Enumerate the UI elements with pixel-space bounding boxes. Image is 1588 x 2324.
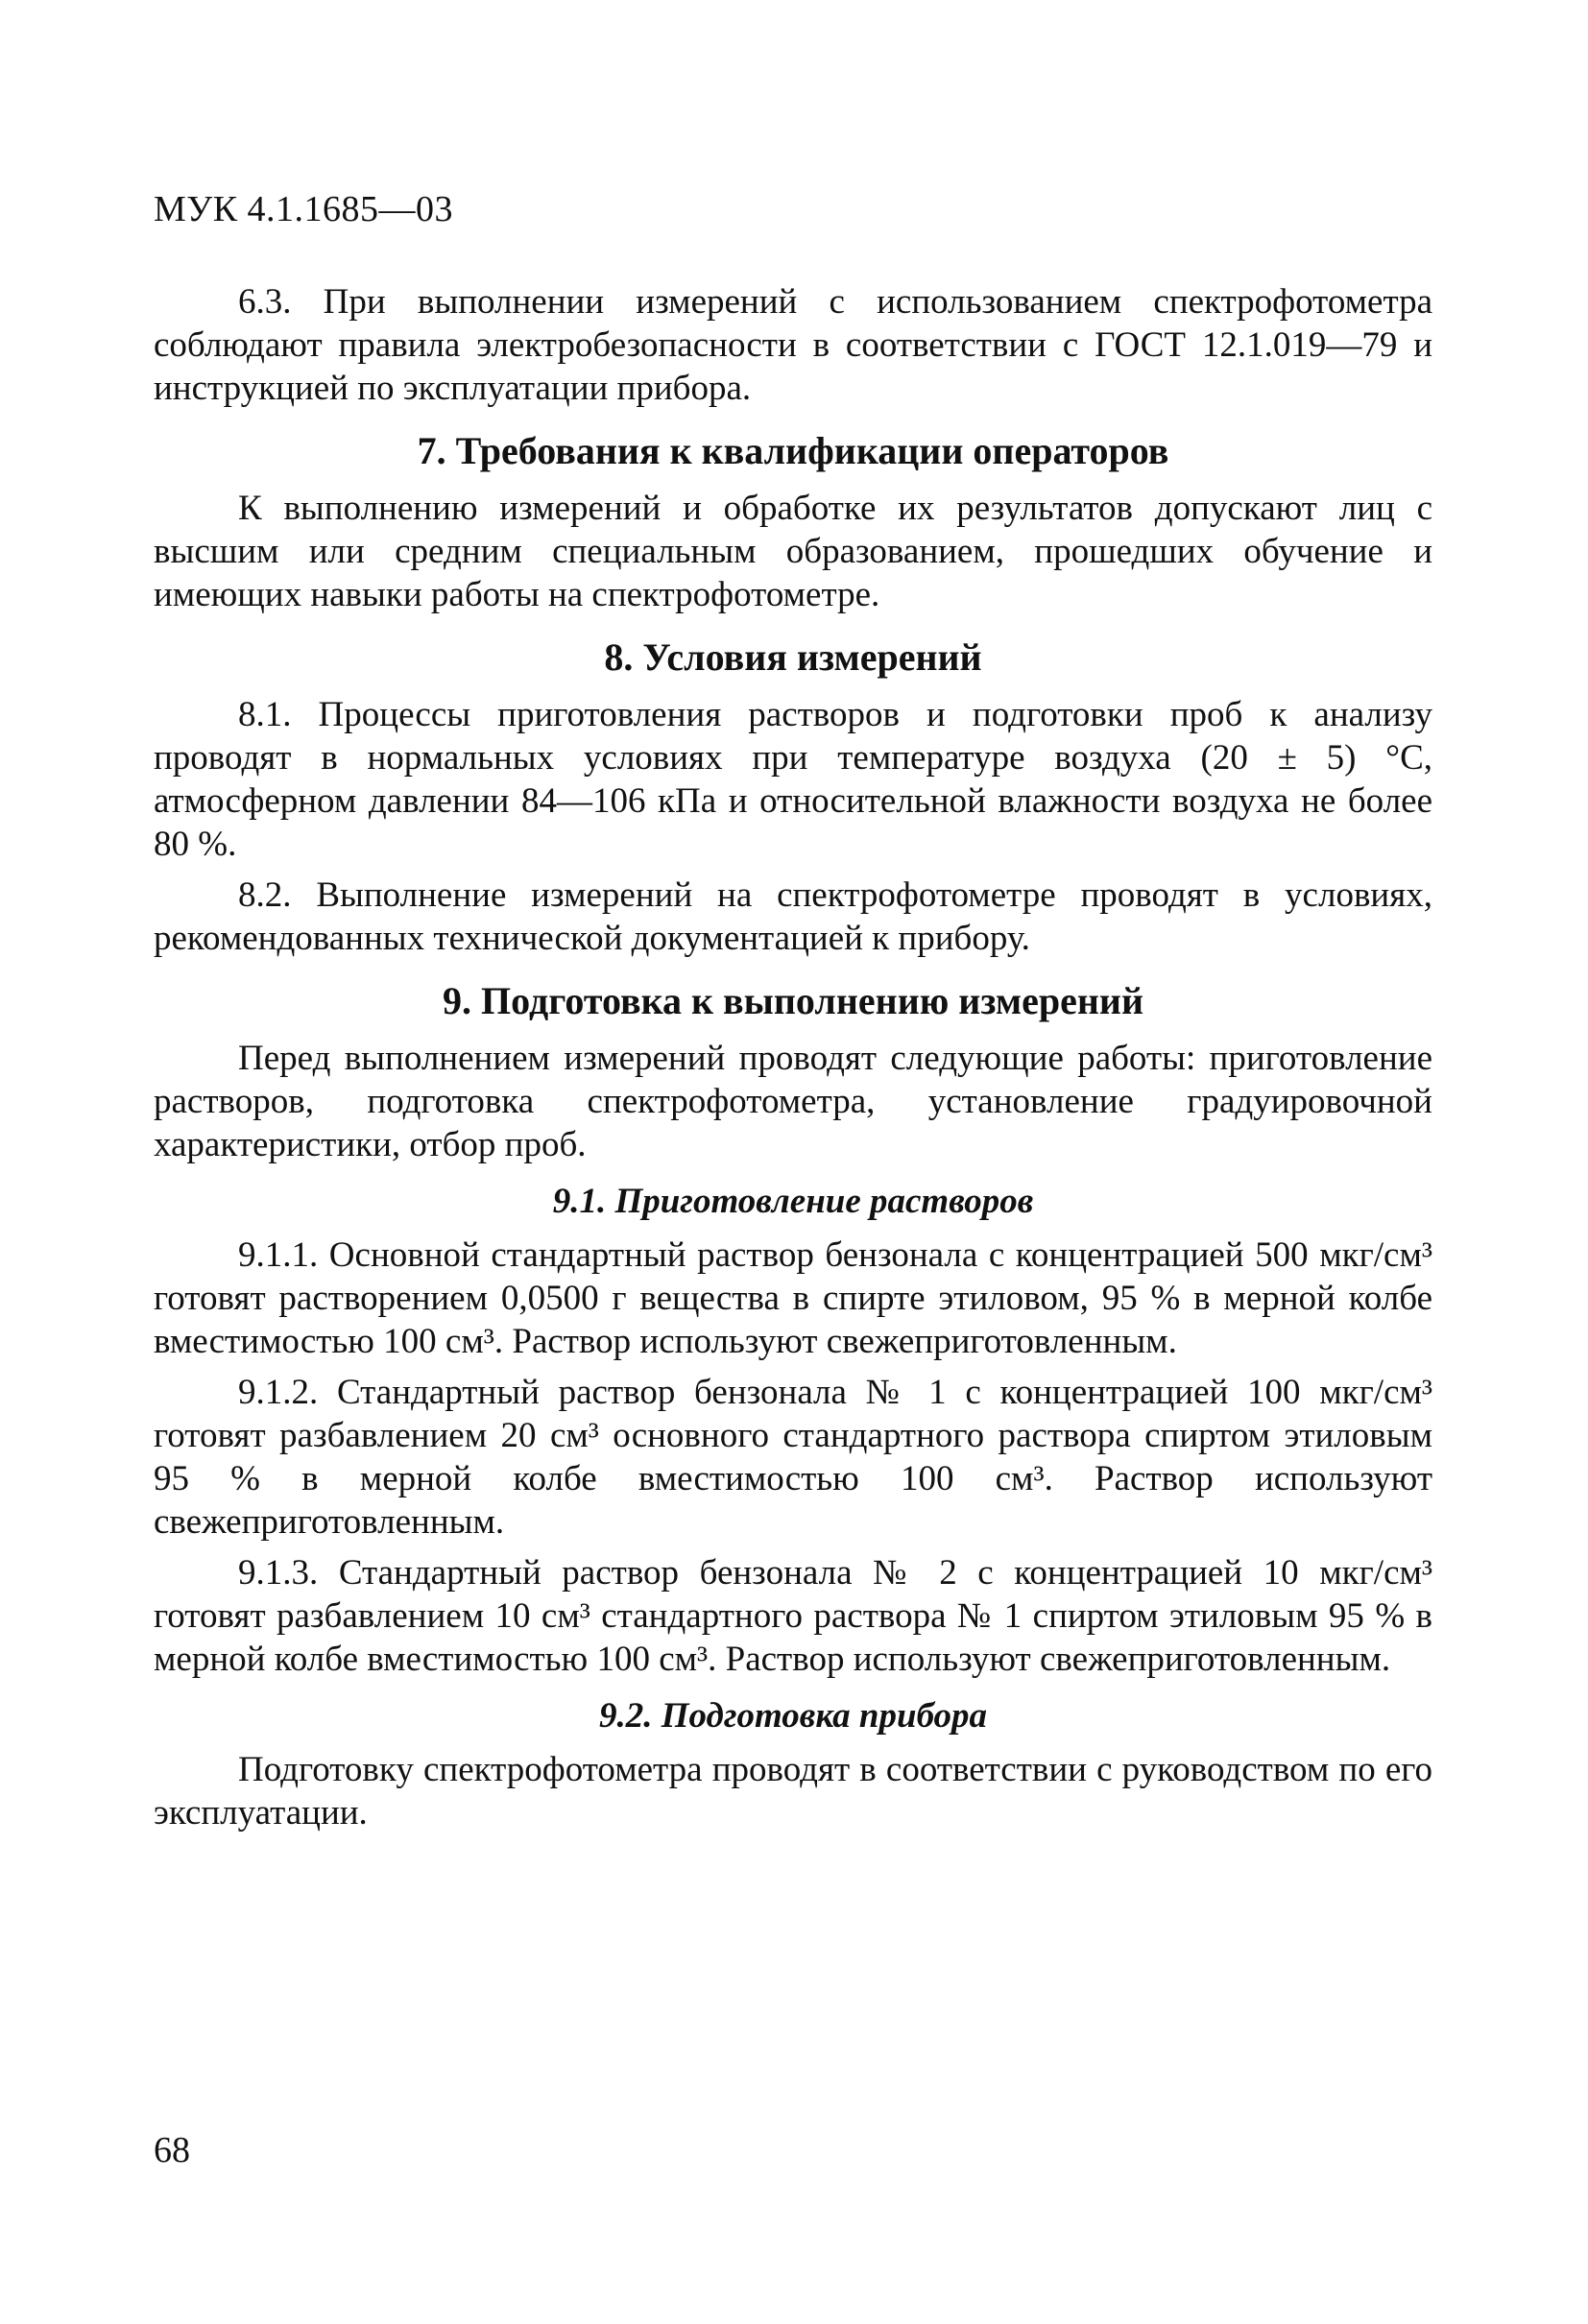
subheading-9-1: 9.1. Приготовление растворов: [552, 1182, 1034, 1221]
heading-section-8: 8. Условия измерений: [604, 635, 982, 679]
paragraph-9-1-3: 9.1.3. Стандартный раствор бензонала № 2 с концентрацией 10 мкг/см³ готовят разбавлением 10 см³ стандартного раствора № 1 спиртом этиловым 95 % в мерной колбе вместимостью 100 см³. Раствор используют свежеприготовленным.: [154, 1553, 1432, 1679]
paragraph-section-7: К выполнению измерений и обработке их результатов допускают лиц с высшим или средним специальным образованием, прошедших обучение и имеющих навыки работы на спектрофотометре.: [154, 489, 1432, 614]
paragraph-8-1: 8.1. Процессы приготовления растворов и подготовки проб к анализу проводят в нормальных условиях при температуре воздуха (20 ± 5) °С, атмосферном давлении 84—106 кПа и относительной влажности воздуха не более 80 %.: [154, 695, 1432, 864]
heading-section-9: 9. Подготовка к выполнению измерений: [443, 979, 1143, 1022]
page-number: 68: [154, 2130, 190, 2170]
heading-section-7: 7. Требования к квалификации операторов: [417, 429, 1169, 472]
paragraph-9-1-1: 9.1.1. Основной стандартный раствор бензонала с концентрацией 500 мкг/см³ готовят растворением 0,0500 г вещества в спирте этиловом, 95 % в мерной колбе вместимостью 100 см³. Раствор используют свежеприготовленным.: [154, 1235, 1432, 1361]
paragraph-6-3: 6.3. При выполнении измерений с использованием спектрофотометра соблюдают правила электробезопасности в соответствии с ГОСТ 12.1.019—79 и инструкцией по эксплуатации прибора.: [154, 282, 1432, 408]
paragraph-9-2: Подготовку спектрофотометра проводят в соответствии с руководством по его эксплуатации.: [154, 1750, 1432, 1833]
document-body: [154, 280, 1432, 1842]
paragraph-section-9: Перед выполнением измерений проводят следующие работы: приготовление растворов, подготовка спектрофотометра, установление градуировочной характеристики, отбор проб.: [154, 1039, 1432, 1164]
paragraph-9-1-2: 9.1.2. Стандартный раствор бензонала № 1 с концентрацией 100 мкг/см³ готовят разбавлением 20 см³ основного стандартного раствора спиртом этиловым 95 % в мерной колбе вместимостью 100 см³. Раствор используют свежеприготовленным.: [154, 1373, 1432, 1542]
document-code: МУК 4.1.1685—03: [154, 189, 454, 229]
paragraph-8-2: 8.2. Выполнение измерений на спектрофотометре проводят в условиях, рекомендованных технической документацией к прибору.: [154, 875, 1432, 958]
subheading-9-2: 9.2. Подготовка прибора: [598, 1696, 988, 1736]
